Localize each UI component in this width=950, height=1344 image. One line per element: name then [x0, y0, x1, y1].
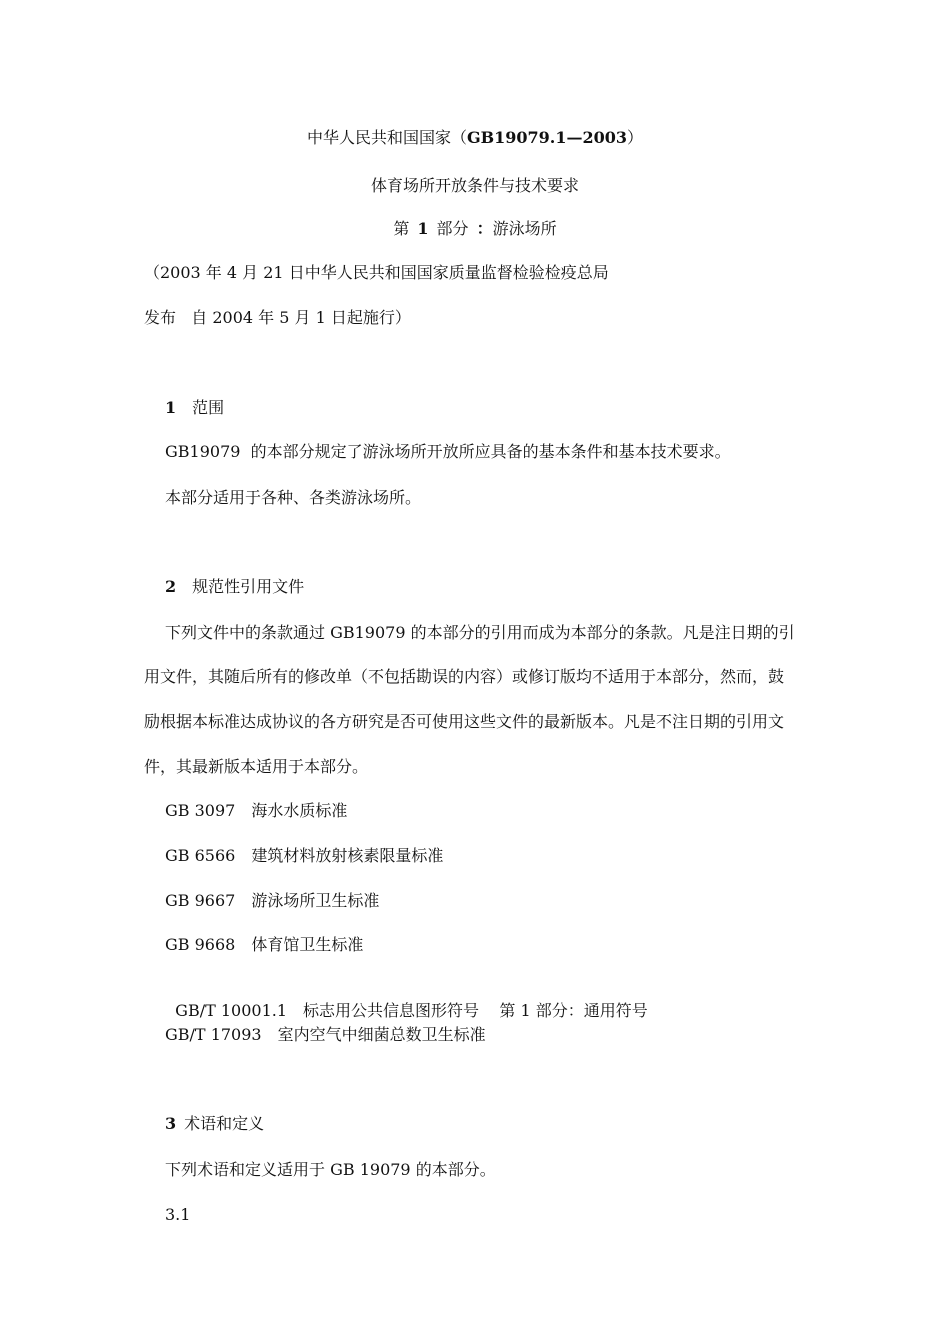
- issue-line-2: 发布 自 2004 年 5 月 1 日起施行）: [144, 308, 411, 327]
- section-2-paragraph-line: 用文件，其随后所有的修改单（不包括勘误的内容）或修订版均不适用于本部分，然而，鼓: [144, 667, 785, 686]
- reference-title: 海水水质标准: [251, 801, 348, 820]
- issue-line-1: （2003 年 4 月 21 日中华人民共和国国家质量监督检验检疫总局: [144, 263, 609, 282]
- part-heading: [0, 219, 950, 239]
- part-colon: ：: [476, 219, 493, 238]
- standard-code: GB19079.1—2003: [466, 128, 628, 147]
- section-2-paragraph-line: 下列文件中的条款通过 GB19079 的本部分的引用而成为本部分的条款。凡是注日期的引: [165, 623, 795, 642]
- title-prefix: 中华人民共和国国家（: [306, 128, 467, 147]
- document-title: [0, 128, 950, 148]
- reference-title: 游泳场所卫生标准: [251, 891, 380, 910]
- reference-item: [165, 981, 648, 1021]
- section-title: 范围: [192, 398, 225, 417]
- reference-item: [165, 801, 347, 821]
- section-number: 2: [165, 577, 177, 596]
- reference-item: [165, 935, 363, 955]
- subsection-number: 3.1: [165, 1205, 191, 1224]
- section-3-paragraph: 下列术语和定义适用于 GB 19079 的本部分。: [165, 1160, 496, 1179]
- section-number: 3: [165, 1114, 177, 1133]
- section-2-paragraph-line: 励根据本标准达成协议的各方研究是否可使用这些文件的最新版本。凡是不注日期的引用文: [144, 712, 785, 731]
- reference-code: GB 6566: [165, 846, 236, 865]
- section-1-heading: [165, 398, 224, 418]
- section-number: 1: [165, 398, 177, 417]
- reference-code: GB/T 17093: [165, 1025, 262, 1044]
- section-2-paragraph-line: 件，其最新版本适用于本部分。: [144, 757, 369, 776]
- section-3-heading: [165, 1114, 264, 1134]
- part-number: 1: [417, 219, 429, 238]
- reference-item: [165, 1025, 486, 1045]
- reference-title: 标志用公共信息图形符号 第 1 部分：通用符号: [303, 1001, 648, 1020]
- reference-title: 建筑材料放射核素限量标准: [251, 846, 444, 865]
- reference-code: GB/T 10001.1: [175, 1001, 288, 1020]
- reference-title: 室内空气中细菌总数卫生标准: [277, 1025, 486, 1044]
- reference-code: GB 9667: [165, 891, 236, 910]
- reference-code: GB 9668: [165, 935, 236, 954]
- section-title: 规范性引用文件: [192, 577, 305, 596]
- reference-item: [165, 846, 443, 866]
- section-1-paragraph-1: GB19079 的本部分规定了游泳场所开放所应具备的基本条件和基本技术要求。: [165, 442, 731, 461]
- document-subtitle: 体育场所开放条件与技术要求: [370, 176, 579, 195]
- section-2-heading: [165, 577, 304, 597]
- reference-item: [165, 891, 379, 911]
- part-label: 部分: [436, 219, 469, 238]
- part-name: 游泳场所: [492, 219, 557, 238]
- section-title: 术语和定义: [184, 1114, 265, 1133]
- title-suffix: ）: [627, 128, 644, 147]
- reference-code: GB 3097: [165, 801, 236, 820]
- reference-title: 体育馆卫生标准: [251, 935, 364, 954]
- part-prefix: 第: [393, 219, 410, 238]
- section-1-paragraph-2: 本部分适用于各种、各类游泳场所。: [165, 488, 422, 507]
